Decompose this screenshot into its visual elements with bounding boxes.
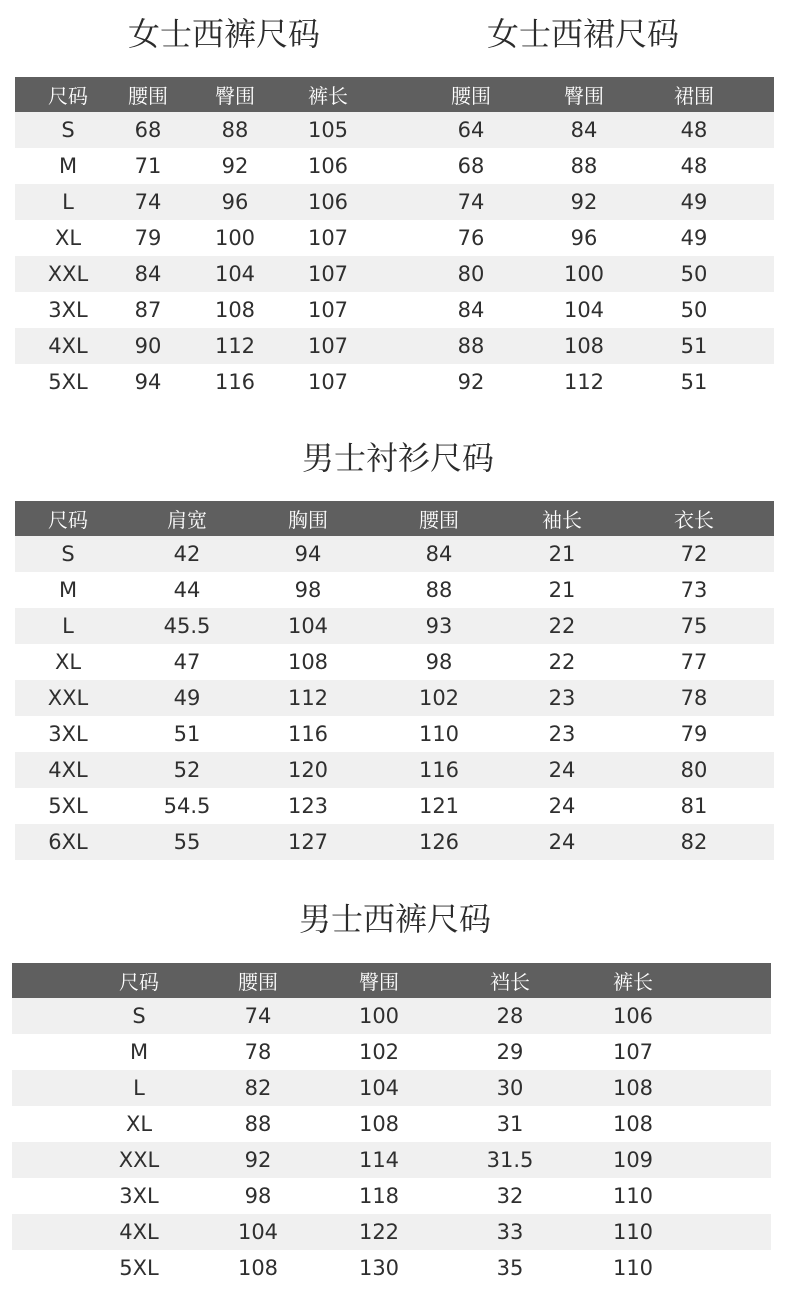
mpants-table-row	[12, 998, 771, 1034]
shirt-table-cell: 102	[418, 686, 460, 710]
shirt-table-cell: 73	[680, 578, 708, 602]
women-table-cell: 68	[457, 154, 485, 178]
mpants-header-cell: 尺码	[119, 970, 159, 994]
women-table-cell: S	[61, 118, 75, 142]
shirt-table-cell: 120	[287, 758, 329, 782]
women-table-cell: 106	[307, 190, 349, 214]
men-pants-title: 男士西裤尺码	[299, 900, 492, 938]
women-table-cell: 50	[680, 262, 708, 286]
women-table-cell: 116	[214, 370, 256, 394]
mpants-table-cell: 102	[358, 1040, 400, 1064]
shirt-table-cell: 93	[425, 614, 453, 638]
women-table-cell: 107	[307, 298, 349, 322]
shirt-table-cell: 3XL	[48, 722, 88, 746]
mpants-header-cell: 臀围	[359, 970, 399, 994]
mpants-table-cell: 110	[612, 1184, 654, 1208]
women-pants-title: 女士西裤尺码	[128, 15, 321, 53]
shirt-table-cell: 54.5	[163, 794, 211, 818]
shirt-table-cell: 104	[287, 614, 329, 638]
women-table-cell: 84	[570, 118, 598, 142]
shirt-table-cell: 49	[173, 686, 201, 710]
women-table-cell: 92	[221, 154, 249, 178]
mpants-table-cell: 30	[496, 1076, 524, 1100]
shirt-table-cell: 98	[425, 650, 453, 674]
shirt-table-row	[15, 716, 774, 752]
women-table-row	[15, 220, 774, 256]
shirt-table-cell: 79	[680, 722, 708, 746]
mpants-table-cell: 100	[358, 1004, 400, 1028]
women-skirt-title: 女士西裙尺码	[487, 15, 680, 53]
women-table-cell: 92	[457, 370, 485, 394]
women-table-cell: 64	[457, 118, 485, 142]
women-table-cell: 88	[457, 334, 485, 358]
mpants-table-cell: M	[129, 1040, 149, 1064]
women-table-row	[15, 184, 774, 220]
mpants-table-cell: 104	[358, 1076, 400, 1100]
mpants-table-cell: 78	[244, 1040, 272, 1064]
women-table-cell: 96	[570, 226, 598, 250]
women-table-cell: 108	[563, 334, 605, 358]
mpants-table-cell: 110	[612, 1256, 654, 1280]
mpants-table-row	[12, 1178, 771, 1214]
women-table-cell: 49	[680, 190, 708, 214]
women-table-cell: 108	[214, 298, 256, 322]
women-table-cell: XL	[54, 226, 82, 250]
shirt-table-cell: 78	[680, 686, 708, 710]
shirt-table-cell: 108	[287, 650, 329, 674]
mpants-table-cell: 33	[496, 1220, 524, 1244]
women-table-cell: 68	[134, 118, 162, 142]
shirt-table-cell: 47	[173, 650, 201, 674]
shirt-table-cell: 126	[418, 830, 460, 854]
mpants-table-cell: 104	[237, 1220, 279, 1244]
mpants-table-cell: 5XL	[119, 1256, 159, 1280]
shirt-table-cell: 4XL	[48, 758, 88, 782]
mpants-table-cell: S	[132, 1004, 146, 1028]
men-shirt-title: 男士衬衫尺码	[302, 439, 495, 477]
shirt-table-cell: M	[58, 578, 78, 602]
shirt-table-row	[15, 572, 774, 608]
shirt-table-cell: 21	[548, 542, 576, 566]
shirt-table-cell: 21	[548, 578, 576, 602]
shirt-table-cell: XXL	[47, 686, 89, 710]
mpants-table-cell: 110	[612, 1220, 654, 1244]
mpants-table-cell: 108	[612, 1112, 654, 1136]
mpants-table-cell: 108	[358, 1112, 400, 1136]
shirt-table-row	[15, 680, 774, 716]
shirt-header-cell: 胸围	[288, 508, 328, 532]
mpants-table-cell: 82	[244, 1076, 272, 1100]
women-table-cell: 107	[307, 334, 349, 358]
shirt-table-cell: 24	[548, 794, 576, 818]
mpants-header-cell: 裤长	[613, 970, 653, 994]
shirt-table-cell: 24	[548, 830, 576, 854]
mpants-table-cell: 28	[496, 1004, 524, 1028]
shirt-table-cell: 44	[173, 578, 201, 602]
women-table-cell: 92	[570, 190, 598, 214]
mpants-header-cell: 腰围	[238, 970, 278, 994]
shirt-table-cell: 94	[294, 542, 322, 566]
women-table-cell: 88	[221, 118, 249, 142]
shirt-header-cell: 衣长	[674, 508, 714, 532]
mpants-table-cell: 31.5	[486, 1148, 534, 1172]
mpants-table-cell: 108	[612, 1076, 654, 1100]
mpants-table-row	[12, 1106, 771, 1142]
women-header-cell: 腰围	[128, 84, 168, 108]
mpants-table-cell: 109	[612, 1148, 654, 1172]
women-header-cell: 臀围	[564, 84, 604, 108]
women-table-row	[15, 328, 774, 364]
women-table-cell: 76	[457, 226, 485, 250]
women-table-cell: 49	[680, 226, 708, 250]
women-table-cell: 74	[457, 190, 485, 214]
shirt-header-row	[15, 501, 774, 536]
mpants-table-row	[12, 1214, 771, 1250]
shirt-table-cell: 116	[418, 758, 460, 782]
women-table-cell: 84	[134, 262, 162, 286]
women-table-cell: 88	[570, 154, 598, 178]
women-table-cell: 107	[307, 370, 349, 394]
women-table-cell: 48	[680, 118, 708, 142]
mpants-table-cell: 88	[244, 1112, 272, 1136]
women-table-cell: 90	[134, 334, 162, 358]
women-table-row	[15, 364, 774, 400]
women-table-cell: 3XL	[48, 298, 88, 322]
mpants-table-cell: 92	[244, 1148, 272, 1172]
women-table-cell: 87	[134, 298, 162, 322]
mpants-header-row	[12, 963, 771, 998]
shirt-table-cell: 42	[173, 542, 201, 566]
women-table-cell: XXL	[47, 262, 89, 286]
women-table-row	[15, 292, 774, 328]
shirt-table-cell: S	[61, 542, 75, 566]
shirt-table-cell: 112	[287, 686, 329, 710]
women-table-cell: 100	[563, 262, 605, 286]
shirt-table-cell: XL	[54, 650, 82, 674]
shirt-table-cell: 55	[173, 830, 201, 854]
shirt-header-cell: 尺码	[48, 508, 88, 532]
women-table-cell: 84	[457, 298, 485, 322]
women-header-cell: 尺码	[48, 84, 88, 108]
shirt-table-row	[15, 788, 774, 824]
women-table-cell: 50	[680, 298, 708, 322]
shirt-table-cell: L	[62, 614, 74, 638]
shirt-table-cell: 77	[680, 650, 708, 674]
women-table-cell: 105	[307, 118, 349, 142]
women-table-cell: 48	[680, 154, 708, 178]
shirt-table-cell: 82	[680, 830, 708, 854]
mpants-table-cell: 118	[358, 1184, 400, 1208]
shirt-table-cell: 5XL	[48, 794, 88, 818]
women-header-cell: 腰围	[451, 84, 491, 108]
shirt-header-cell: 袖长	[542, 508, 582, 532]
shirt-table-row	[15, 536, 774, 572]
mpants-table-cell: XL	[125, 1112, 153, 1136]
mpants-table-cell: 106	[612, 1004, 654, 1028]
mpants-table-cell: 31	[496, 1112, 524, 1136]
shirt-table-row	[15, 824, 774, 860]
shirt-table-cell: 23	[548, 686, 576, 710]
women-table-cell: 112	[563, 370, 605, 394]
shirt-table-cell: 116	[287, 722, 329, 746]
women-header-cell: 裙围	[674, 84, 714, 108]
shirt-table-cell: 123	[287, 794, 329, 818]
women-table-cell: 104	[563, 298, 605, 322]
mpants-table-cell: 122	[358, 1220, 400, 1244]
shirt-table-cell: 88	[425, 578, 453, 602]
mpants-table-cell: 32	[496, 1184, 524, 1208]
women-table-row	[15, 256, 774, 292]
women-table-cell: 80	[457, 262, 485, 286]
shirt-table-row	[15, 752, 774, 788]
mpants-table-cell: 130	[358, 1256, 400, 1280]
women-table-cell: L	[62, 190, 74, 214]
mpants-table-cell: 98	[244, 1184, 272, 1208]
women-header-cell: 臀围	[215, 84, 255, 108]
women-table-cell: 96	[221, 190, 249, 214]
shirt-header-cell: 腰围	[419, 508, 459, 532]
mpants-table-row	[12, 1142, 771, 1178]
shirt-table-cell: 80	[680, 758, 708, 782]
women-table-cell: 51	[680, 334, 708, 358]
women-table-cell: 79	[134, 226, 162, 250]
mpants-table-cell: 3XL	[119, 1184, 159, 1208]
mpants-table-cell: 29	[496, 1040, 524, 1064]
shirt-table-cell: 75	[680, 614, 708, 638]
mpants-table-row	[12, 1034, 771, 1070]
mpants-table-cell: 35	[496, 1256, 524, 1280]
shirt-table-cell: 98	[294, 578, 322, 602]
women-header-cell: 裤长	[308, 84, 348, 108]
shirt-table-row	[15, 644, 774, 680]
women-table-cell: 107	[307, 262, 349, 286]
women-table-cell: 74	[134, 190, 162, 214]
women-table-cell: 5XL	[48, 370, 88, 394]
shirt-table-cell: 45.5	[163, 614, 211, 638]
shirt-table-cell: 23	[548, 722, 576, 746]
shirt-table-cell: 84	[425, 542, 453, 566]
women-table-cell: 51	[680, 370, 708, 394]
shirt-table-cell: 6XL	[48, 830, 88, 854]
shirt-table-cell: 121	[418, 794, 460, 818]
shirt-table-cell: 52	[173, 758, 201, 782]
women-table-cell: 71	[134, 154, 162, 178]
women-table-row	[15, 112, 774, 148]
shirt-table-cell: 24	[548, 758, 576, 782]
shirt-table-cell: 127	[287, 830, 329, 854]
mpants-table-cell: 107	[612, 1040, 654, 1064]
women-table-cell: 94	[134, 370, 162, 394]
women-table-cell: 107	[307, 226, 349, 250]
women-table-cell: 112	[214, 334, 256, 358]
mpants-table-cell: 4XL	[119, 1220, 159, 1244]
women-table-row	[15, 148, 774, 184]
mpants-table-cell: 108	[237, 1256, 279, 1280]
shirt-table-cell: 81	[680, 794, 708, 818]
mpants-table-row	[12, 1250, 771, 1286]
shirt-table-cell: 22	[548, 614, 576, 638]
shirt-table-cell: 72	[680, 542, 708, 566]
women-header-row	[15, 77, 774, 112]
mpants-table-cell: L	[133, 1076, 145, 1100]
shirt-table-row	[15, 608, 774, 644]
mpants-header-cell: 裆长	[490, 970, 530, 994]
shirt-header-cell: 肩宽	[167, 508, 207, 532]
shirt-table-cell: 51	[173, 722, 201, 746]
shirt-table-cell: 22	[548, 650, 576, 674]
shirt-table-cell: 110	[418, 722, 460, 746]
mpants-table-cell: 114	[358, 1148, 400, 1172]
mpants-table-cell: 74	[244, 1004, 272, 1028]
mpants-table-cell: XXL	[118, 1148, 160, 1172]
women-table-cell: 106	[307, 154, 349, 178]
women-table-cell: 4XL	[48, 334, 88, 358]
mpants-table-row	[12, 1070, 771, 1106]
women-table-cell: M	[58, 154, 78, 178]
women-table-cell: 104	[214, 262, 256, 286]
women-table-cell: 100	[214, 226, 256, 250]
